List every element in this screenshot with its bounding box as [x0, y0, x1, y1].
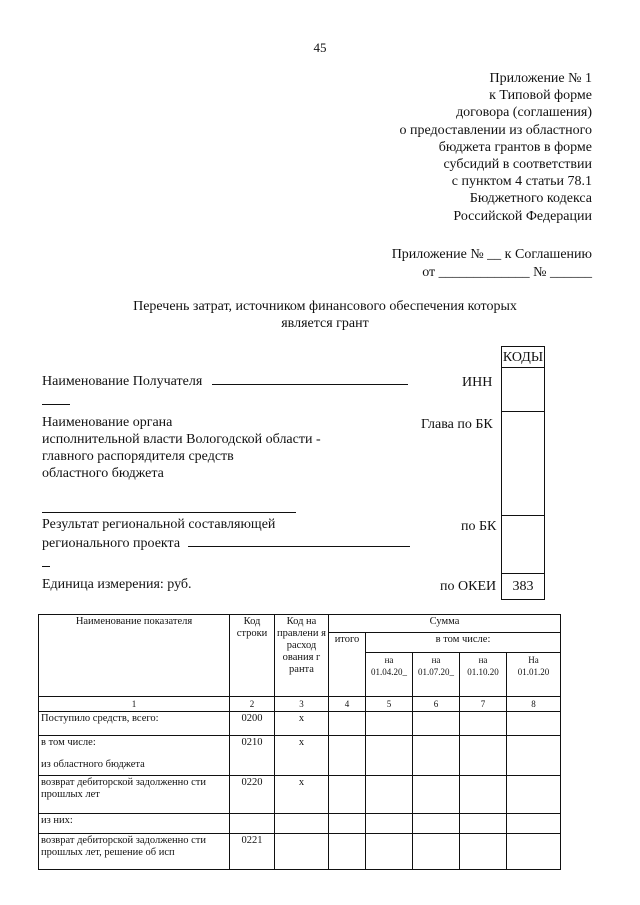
period-date: 01.10.20 [467, 667, 499, 677]
col-number: 6 [413, 697, 460, 712]
period-date: 01.07.20_ [418, 667, 454, 677]
title-line-1: Перечень затрат, источником финансового обеспечения которых [133, 299, 517, 314]
row-name: Поступило средств, всего: [39, 712, 230, 736]
col-header-total: итого [329, 633, 366, 697]
row-cell[interactable] [460, 814, 507, 834]
row-cell[interactable] [507, 736, 561, 776]
row-cell[interactable] [366, 736, 413, 776]
col-number: 7 [460, 697, 507, 712]
row-cell[interactable] [460, 834, 507, 870]
col-number: 1 [39, 697, 230, 712]
row-name [39, 736, 230, 776]
row-cell[interactable] [460, 712, 507, 736]
glava-label: Глава по БК [421, 417, 493, 432]
result-field[interactable] [188, 534, 410, 547]
agreement-line-1: Приложение № __ к Соглашению [391, 247, 592, 262]
page-number: 45 [313, 40, 327, 55]
codes-header: КОДЫ [501, 346, 545, 368]
appendix-line: с пунктом 4 статьи 78.1 [451, 174, 592, 190]
period-pre: На [528, 655, 539, 665]
period-pre: на [478, 655, 488, 665]
row-cell[interactable] [460, 776, 507, 814]
row-code: 0210 [230, 736, 275, 776]
row-code: 0221 [230, 834, 275, 870]
col-header-period [460, 653, 507, 697]
row-cell[interactable] [413, 814, 460, 834]
recipient-row [42, 372, 408, 390]
agreement-reference [392, 246, 592, 282]
table-row [39, 776, 561, 814]
period-date: 01.04.20_ [371, 667, 407, 677]
organ-line: Наименование органа [42, 415, 173, 430]
appendix-line: субсидий в соответствии [443, 157, 592, 173]
period-pre: на [431, 655, 441, 665]
col-header-code: Код строки [230, 615, 275, 697]
document-title [90, 298, 560, 332]
row-direction [275, 834, 329, 870]
row-direction: x [275, 712, 329, 736]
row-code [230, 814, 275, 834]
inn-label: ИНН [462, 375, 493, 390]
row-cell[interactable] [460, 736, 507, 776]
cost-table [38, 614, 561, 870]
row-cell[interactable] [413, 776, 460, 814]
row-direction: x [275, 776, 329, 814]
row-code: 0220 [230, 776, 275, 814]
col-header-direction: Код на правлени я расход ования г ранта [275, 615, 329, 697]
unit-label: Единица измерения: руб. [42, 577, 192, 592]
col-header-period [507, 653, 561, 697]
row-code: 0200 [230, 712, 275, 736]
codes-column [501, 346, 545, 600]
row-name-sub: из областного бюджета [41, 759, 145, 770]
organ-field[interactable] [42, 512, 296, 513]
col-header-period [413, 653, 460, 697]
glava-code-cell[interactable] [501, 412, 545, 516]
organ-label [42, 414, 321, 482]
row-cell[interactable] [329, 736, 366, 776]
appendix-line: Приложение № 1 [489, 71, 592, 86]
po-bk-label: по БК [461, 519, 497, 534]
okei-code-cell: 383 [501, 574, 545, 600]
row-cell[interactable] [329, 814, 366, 834]
col-header-period [366, 653, 413, 697]
row-cell[interactable] [413, 834, 460, 870]
col-number: 3 [275, 697, 329, 712]
row-cell[interactable] [329, 834, 366, 870]
row-cell[interactable] [507, 712, 561, 736]
agreement-line-2: от _____________ № ______ [422, 265, 592, 280]
row-cell[interactable] [366, 712, 413, 736]
col-header-name: Наименование показателя [39, 615, 230, 697]
result-field-continuation [42, 566, 50, 567]
table-row [39, 834, 561, 870]
recipient-label: Наименование Получателя [42, 374, 203, 389]
bk-code-cell[interactable] [501, 516, 545, 574]
period-pre: на [384, 655, 394, 665]
row-cell[interactable] [413, 736, 460, 776]
appendix-line: Бюджетного кодекса [469, 191, 592, 207]
row-direction [275, 814, 329, 834]
title-line-2: является грант [281, 316, 369, 331]
col-number: 4 [329, 697, 366, 712]
appendix-line: бюджета грантов в форме [438, 139, 592, 155]
result-row [42, 534, 410, 552]
recipient-field[interactable] [212, 372, 408, 385]
appendix-line: о предоставлении из областного [399, 122, 592, 138]
result-label-line-1: Результат региональной составляющей [42, 517, 276, 532]
row-cell[interactable] [366, 814, 413, 834]
row-name-line: в том числе: [41, 737, 96, 748]
table-row [39, 712, 561, 736]
row-cell[interactable] [329, 712, 366, 736]
okei-label: по ОКЕИ [440, 579, 497, 594]
col-header-sum: Сумма [329, 615, 561, 633]
inn-code-cell[interactable] [501, 368, 545, 412]
row-cell[interactable] [507, 814, 561, 834]
organ-line: исполнительной власти Вологодской области - [42, 432, 321, 447]
col-number: 2 [230, 697, 275, 712]
recipient-field-continuation [42, 404, 70, 405]
col-header-incl: в том числе: [366, 633, 561, 653]
row-cell[interactable] [507, 776, 561, 814]
row-cell[interactable] [329, 776, 366, 814]
organ-line: областного бюджета [42, 466, 164, 481]
row-cell[interactable] [366, 834, 413, 870]
row-cell[interactable] [507, 834, 561, 870]
row-name: из них: [39, 814, 230, 834]
table-row [39, 814, 561, 834]
row-cell[interactable] [366, 776, 413, 814]
col-number: 5 [366, 697, 413, 712]
organ-line: главного распорядителя средств [42, 449, 234, 464]
table-row [39, 736, 561, 776]
appendix-line: Российской Федерации [453, 208, 592, 224]
appendix-line: договора (соглашения) [456, 105, 592, 121]
period-date: 01.01.20 [517, 667, 550, 677]
appendix-block [352, 70, 592, 225]
row-name: возврат дебиторской задолженно сти прошлых лет [39, 776, 230, 814]
row-cell[interactable] [413, 712, 460, 736]
result-label-line-2: регионального проекта [42, 536, 181, 551]
row-direction: x [275, 736, 329, 776]
row-name: возврат дебиторской задолженно сти прошлых лет, решение об исп [39, 834, 230, 870]
appendix-line: к Типовой форме [489, 88, 592, 104]
col-number: 8 [507, 697, 561, 712]
